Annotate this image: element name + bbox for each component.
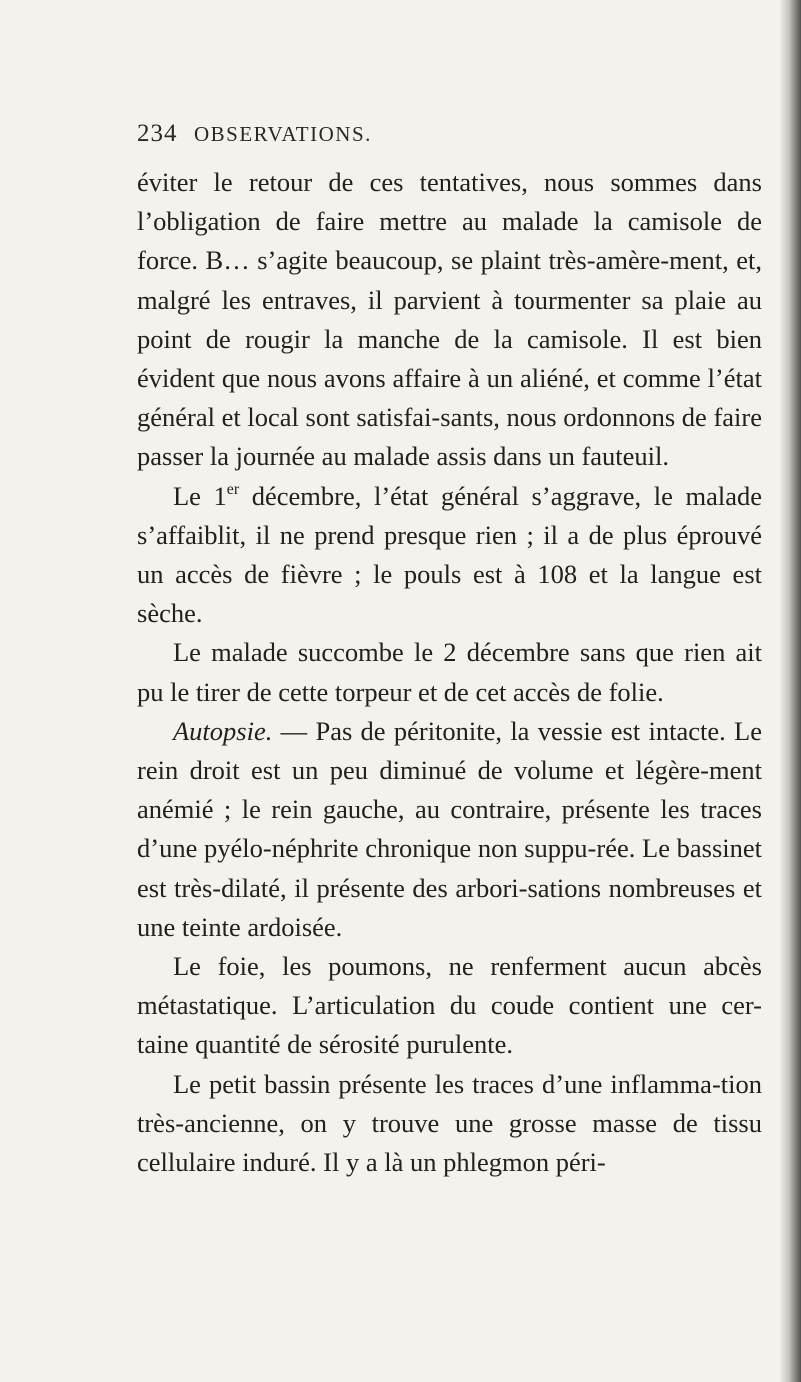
running-head: OBSERVATIONS.: [194, 122, 372, 146]
paragraph-3: Le malade succombe le 2 décembre sans que rien ait pu le tirer de cette torpeur et de cet accès de folie.: [137, 637, 762, 707]
paragraph-4: [137, 712, 762, 947]
paragraph-1: éviter le retour de ces tentatives, nous sommes dans l’obligation de faire mettre au malade la camisole de force. B… s’agite beaucoup, se plaint très-amère-ment, et, malgré les entraves, il parvient à tourmenter sa plaie au point de rougir la manche de la camisole. Il est bien évident que nous avons affaire à un aliéné, et comme l’état général et local sont satisfai-sants, nous ordonnons de faire passer la journée au malade assis dans un fauteuil.: [137, 167, 762, 472]
paragraph-6: Le petit bassin présente les traces d’une inflamma-tion très-ancienne, on y trouve une grosse masse de tissu cellulaire induré. Il y a là un phlegmon péri-: [137, 1068, 762, 1178]
autopsie-heading: Autopsie.: [173, 715, 273, 746]
ordinal-suffix: er: [226, 480, 240, 498]
date-lead: Le 1: [173, 480, 227, 511]
page-number: 234: [137, 120, 178, 147]
binding-edge-shadow: [779, 0, 801, 1382]
paragraph-4-text: — Pas de péritonite, la vessie est intacte. Le rein droit est un peu diminué de volume et légère-ment anémié ; le rein gauche, au contraire, présente les traces d’une pyélo-néphrite chronique non suppu-rée. Le bassinet est très-dilaté, il présente des arbori-sations nombreuses et une teinte ardoisée.: [137, 715, 762, 942]
body-text: [137, 163, 762, 1182]
paragraph-2-text: décembre, l’état général s’aggrave, le malade s’affaiblit, il ne prend presque rien ; il a de plus éprouvé un accès de fièvre ; le pouls est à 108 et la langue est sèche.: [137, 480, 762, 629]
paragraph-5: Le foie, les poumons, ne renferment aucun abcès métastatique. L’articulation du coude contient une cer-taine quantité de sérosité purulente.: [137, 951, 762, 1060]
paragraph-2: [137, 477, 762, 634]
page-header: [137, 120, 777, 160]
